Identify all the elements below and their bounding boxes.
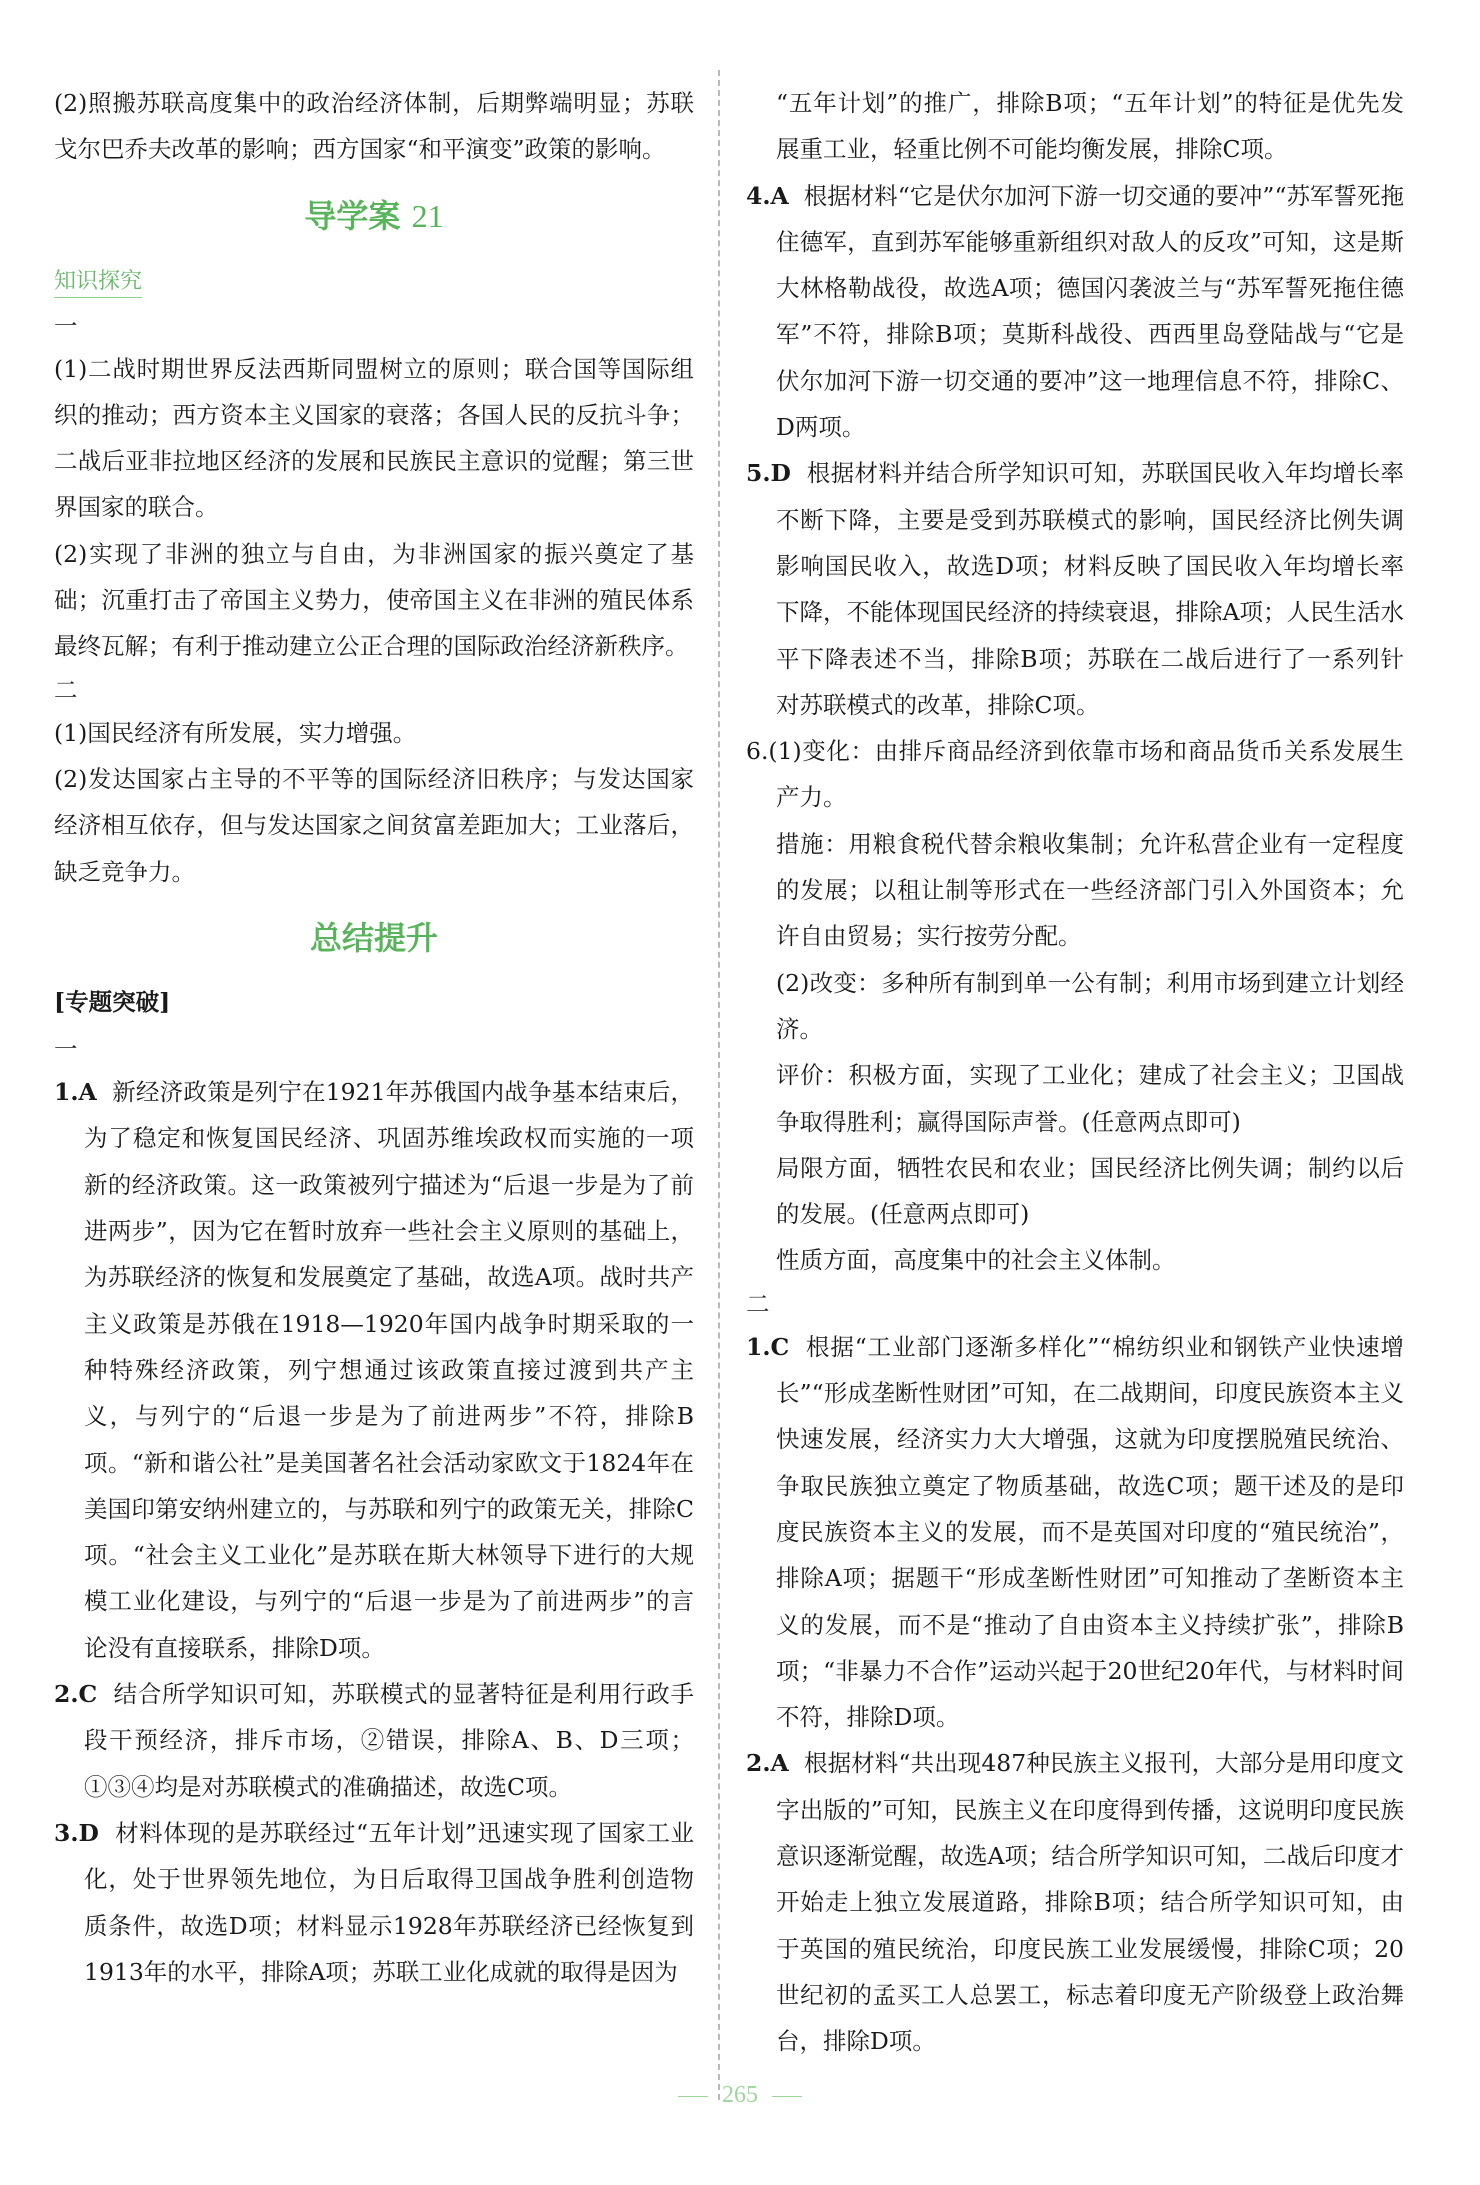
- answer-explanation: 根据材料“它是伏尔加河下游一切交通的要冲”“苏军誓死拖住德军，直到苏军能够重新组织对敌人的反攻”可知，这是斯大林格勒战役，故选A项；德国闪袭波兰与“苏军誓死拖住德军”不符，排除B项；莫斯科战役、西西里岛登陆战与“它是伏尔加河下游一切交通的要冲”这一地理信息不符，排除C、D两项。: [776, 181, 1404, 442]
- answer-item: [54, 1810, 694, 1995]
- answer-explanation: 根据“工业部门逐渐多样化”“棉纺织业和钢铁产业快速增长”“形成垄断性财团”可知，在二战期间，印度民族资本主义快速发展，经济实力大大增强，这就为印度摆脱殖民统治、争取民族独立奠定了物质基础，故选C项；题干述及的是印度民族资本主义的发展，而不是英国对印度的“殖民统治”，排除A项；据题干“形成垄断性财团”可知推动了垄断资本主义的发展，而不是“推动了自由资本主义持续扩张”，排除B项；“非暴力不合作”运动兴起于20世纪20年代，与材料时间不符，排除D项。: [776, 1332, 1404, 1732]
- answer-text: (1)国民经济有所发展，实力增强。: [54, 718, 417, 747]
- answer-text: (2)改变：多种所有制到单一公有制；利用市场到建立计划经济。: [776, 968, 1404, 1043]
- answer-explanation: 新经济政策是列宁在1921年苏俄国内战争基本结束后，为了稳定和恢复国民经济、巩固苏维埃政权而实施的一项新的经济政策。这一政策被列宁描述为“后退一步是为了前进两步”，因为它在暂时放弃一些社会主义原则的基础上，为苏联经济的恢复和发展奠定了基础，故选A项。战时共产主义政策是苏俄在1918—1920年国内战争时期采取的一种特殊经济政策，列宁想通过该政策直接过渡到共产主义，与列宁的“后退一步是为了前进两步”不符，排除B项。“新和谐公社”是美国著名社会活动家欧文于1824年在美国印第安纳州建立的，与苏联和列宁的政策无关，排除C项。“社会主义工业化”是苏联在斯大林领导下进行的大规模工业化建设，与列宁的“后退一步是为了前进两步”的言论没有直接联系，排除D项。: [84, 1078, 694, 1662]
- answer-text: 局限方面，牺牲农民和农业；国民经济比例失调；制约以后的发展。(任意两点即可): [776, 1153, 1404, 1229]
- part-marker: 一: [54, 1035, 78, 1064]
- section-title-number: 21: [411, 197, 444, 234]
- page-footer: [0, 2082, 1480, 2109]
- answer-item: [54, 1069, 694, 1671]
- answer-number: 2.A: [746, 1749, 789, 1778]
- answer-item: [54, 1671, 694, 1810]
- part-marker: 二: [746, 1289, 770, 1318]
- answer-explanation: 结合所学知识可知，苏联模式的显著特征是利用行政手段干预经济，排斥市场，②错误，排除A、B、D三项；①③④均是对苏联模式的准确描述，故选C项。: [84, 1680, 694, 1801]
- answer-number: 4.A: [746, 181, 789, 210]
- part-marker: 一: [54, 311, 78, 340]
- section-title-text: 总结提升: [309, 918, 438, 957]
- footer-dash: [678, 2096, 708, 2097]
- topic-breakthrough-label: [专题突破]: [54, 987, 171, 1016]
- section-title-summary: [54, 915, 694, 961]
- page-number: 265: [722, 2082, 758, 2108]
- section-title-text: 导学案: [304, 196, 401, 235]
- answer-item: [746, 1740, 1404, 2064]
- answer-text: 性质方面，高度集中的社会主义体制。: [776, 1246, 1176, 1275]
- answer-text: “五年计划”的推广，排除B项；“五年计划”的特征是优先发展重工业，轻重比例不可能均衡发展，排除C项。: [776, 89, 1404, 164]
- answer-number: 2.C: [54, 1680, 98, 1709]
- part-marker: 二: [54, 675, 78, 704]
- answer-explanation: 材料体现的是苏联经过“五年计划”迅速实现了国家工业化，处于世界领先地位，为日后取得卫国战争胜利创造物质条件，故选D项；材料显示1928年苏联经济已经恢复到1913年的水平，排除A项；苏联工业化成就的取得是因为: [84, 1818, 694, 1986]
- column-divider: [718, 70, 720, 2100]
- knowledge-explore-label: 知识探究: [54, 267, 142, 298]
- answer-text: (2)照搬苏联高度集中的政治经济体制，后期弊端明显；苏联戈尔巴乔夫改革的影响；西方国家“和平演变”政策的影响。: [54, 89, 694, 164]
- answer-item: [746, 450, 1404, 728]
- answer-item: 6.(1)变化：由排斥商品经济到依靠市场和商品货币关系发展生产力。: [746, 737, 1404, 812]
- answer-text: (2)实现了非洲的独立与自由，为非洲国家的振兴奠定了基础；沉重打击了帝国主义势力，使帝国主义在非洲的殖民体系最终瓦解；有利于推动建立公正合理的国际政治经济新秩序。: [54, 539, 694, 661]
- answer-number: 5.D: [746, 459, 791, 488]
- answer-number: 3.D: [54, 1818, 99, 1847]
- answer-text: (2)发达国家占主导的不平等的国际经济旧秩序；与发达国家经济相互依存，但与发达国家之间贫富差距加大；工业落后，缺乏竞争力。: [54, 764, 694, 886]
- right-column: [746, 80, 1404, 2064]
- answer-number: 1.A: [54, 1078, 97, 1107]
- footer-dash: [772, 2096, 802, 2097]
- answer-item: [746, 1324, 1404, 1741]
- answer-item: [746, 173, 1404, 451]
- left-column: [54, 80, 694, 1995]
- answer-explanation: 根据材料“共出现487种民族主义报刊，大部分是用印度文字出版的”可知，民族主义在印度得到传播，这说明印度民族意识逐渐觉醒，故选A项；结合所学知识可知，二战后印度才开始走上独立发展道路，排除B项；结合所学知识可知，由于英国的殖民统治，印度民族工业发展缓慢，排除C项；20世纪初的孟买工人总罢工，标志着印度无产阶级登上政治舞台，排除D项。: [776, 1749, 1404, 2056]
- answer-explanation: 根据材料并结合所学知识可知，苏联国民收入年均增长率不断下降，主要是受到苏联模式的影响，国民经济比例失调影响国民收入，故选D项；材料反映了国民收入年均增长率下降，不能体现国民经济的持续衰退，排除A项；人民生活水平下降表述不当，排除B项；苏联在二战后进行了一系列针对苏联模式的改革，排除C项。: [776, 459, 1404, 719]
- answer-number: 1.C: [746, 1332, 790, 1361]
- answer-text: 措施：用粮食税代替余粮收集制；允许私营企业有一定程度的发展；以租让制等形式在一些经济部门引入外国资本；允许自由贸易；实行按劳分配。: [776, 829, 1404, 951]
- answer-text: 评价：积极方面，实现了工业化；建成了社会主义；卫国战争取得胜利；赢得国际声誉。(任意两点即可): [776, 1061, 1404, 1136]
- answer-text: (1)二战时期世界反法西斯同盟树立的原则；联合国等国际组织的推动；西方资本主义国家的衰落；各国人民的反抗斗争；二战后亚非拉地区经济的发展和民族民主意识的觉醒；第三世界国家的联合。: [54, 354, 694, 522]
- section-title-guide: [54, 193, 694, 239]
